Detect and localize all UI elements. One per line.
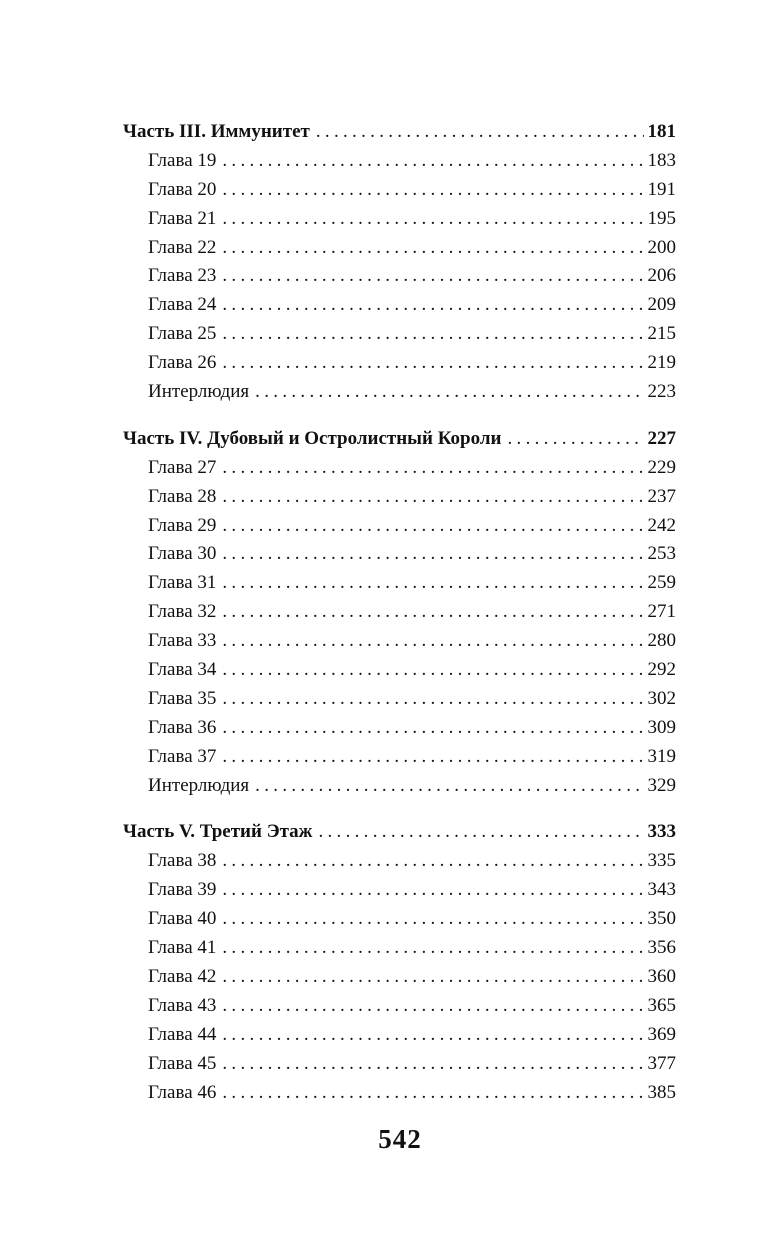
- entry-label: Глава 43: [148, 994, 217, 1016]
- entry-page-number: 219: [647, 352, 676, 374]
- entry-label: Глава 37: [148, 745, 217, 767]
- toc-entry: [123, 262, 676, 291]
- leader-dots: [222, 176, 643, 205]
- entry-page-number: 329: [647, 774, 676, 796]
- leader-dots: [222, 147, 643, 176]
- toc-entry: [123, 714, 676, 743]
- entry-page-number: 223: [647, 381, 676, 403]
- toc-part: [123, 425, 676, 801]
- entry-label: Глава 19: [148, 149, 217, 171]
- part-heading: [123, 425, 676, 454]
- toc-entry: [123, 454, 676, 483]
- toc-entry: [123, 378, 676, 407]
- leader-dots: [222, 934, 643, 963]
- leader-dots: [222, 598, 643, 627]
- leader-dots: [222, 627, 643, 656]
- toc-entry: [123, 176, 676, 205]
- entry-label: Глава 27: [148, 456, 217, 478]
- entry-label: Глава 35: [148, 687, 217, 709]
- leader-dots: [222, 234, 643, 263]
- leader-dots: [222, 905, 643, 934]
- entry-page-number: 365: [647, 994, 676, 1016]
- leader-dots: [507, 425, 643, 454]
- toc-entry: [123, 320, 676, 349]
- toc-entry: [123, 147, 676, 176]
- entry-page-number: 271: [647, 601, 676, 623]
- leader-dots: [222, 1050, 643, 1079]
- leader-dots: [222, 349, 643, 378]
- entry-label: Глава 20: [148, 178, 217, 200]
- entry-page-number: 292: [647, 659, 676, 681]
- leader-dots: [255, 378, 643, 407]
- entry-label: Глава 44: [148, 1023, 217, 1045]
- toc-entry: [123, 876, 676, 905]
- toc-entry: [123, 1021, 676, 1050]
- leader-dots: [222, 540, 643, 569]
- toc-part: [123, 118, 676, 407]
- toc-entry: [123, 349, 676, 378]
- entry-label: Глава 40: [148, 908, 217, 930]
- leader-dots: [255, 772, 643, 801]
- entry-label: Глава 38: [148, 850, 217, 872]
- leader-dots: [222, 992, 643, 1021]
- leader-dots: [222, 569, 643, 598]
- toc-entry: [123, 934, 676, 963]
- entry-label: Глава 41: [148, 937, 217, 959]
- leader-dots: [222, 1079, 643, 1108]
- toc-entry: [123, 1050, 676, 1079]
- table-of-contents: [123, 118, 676, 1125]
- entry-label: Глава 33: [148, 630, 217, 652]
- page-number: 542: [378, 1124, 422, 1154]
- entry-page-number: 242: [647, 514, 676, 536]
- part-page-number: 181: [647, 121, 676, 142]
- toc-entry: [123, 905, 676, 934]
- leader-dots: [222, 963, 643, 992]
- leader-dots: [222, 714, 643, 743]
- leader-dots: [318, 818, 643, 847]
- entry-label: Глава 45: [148, 1052, 217, 1074]
- entry-label: Интерлюдия: [148, 774, 250, 796]
- entry-label: Глава 39: [148, 879, 217, 901]
- leader-dots: [316, 118, 644, 147]
- leader-dots: [222, 320, 643, 349]
- entry-page-number: 253: [647, 543, 676, 565]
- leader-dots: [222, 454, 643, 483]
- toc-entry: [123, 512, 676, 541]
- entry-label: Глава 26: [148, 352, 217, 374]
- part-heading: [123, 818, 676, 847]
- part-title: Часть IV. Дубовый и Остролистный Короли: [123, 427, 502, 449]
- leader-dots: [222, 291, 643, 320]
- entry-page-number: 302: [647, 687, 676, 709]
- toc-entry: [123, 569, 676, 598]
- entry-label: Глава 36: [148, 716, 217, 738]
- entry-page-number: 259: [647, 572, 676, 594]
- toc-entry: [123, 598, 676, 627]
- entry-label: Глава 28: [148, 485, 217, 507]
- toc-entry: [123, 540, 676, 569]
- entry-page-number: 280: [647, 630, 676, 652]
- entry-label: Глава 34: [148, 659, 217, 681]
- leader-dots: [222, 205, 643, 234]
- leader-dots: [222, 656, 643, 685]
- toc-entry: [123, 291, 676, 320]
- leader-dots: [222, 1021, 643, 1050]
- toc-entry: [123, 992, 676, 1021]
- entry-page-number: 309: [647, 716, 676, 738]
- leader-dots: [222, 262, 643, 291]
- toc-entry: [123, 743, 676, 772]
- entry-page-number: 343: [647, 879, 676, 901]
- leader-dots: [222, 847, 643, 876]
- leader-dots: [222, 876, 643, 905]
- leader-dots: [222, 743, 643, 772]
- entry-label: Глава 25: [148, 323, 217, 345]
- entry-page-number: 360: [647, 965, 676, 987]
- entry-page-number: 369: [647, 1023, 676, 1045]
- part-page-number: 227: [647, 427, 676, 449]
- toc-entry: [123, 627, 676, 656]
- leader-dots: [222, 685, 643, 714]
- toc-entry: [123, 1079, 676, 1108]
- toc-entry: [123, 685, 676, 714]
- leader-dots: [222, 483, 643, 512]
- entry-page-number: 385: [647, 1081, 676, 1103]
- entry-label: Глава 31: [148, 572, 217, 594]
- entry-label: Глава 42: [148, 965, 217, 987]
- entry-label: Глава 21: [148, 207, 217, 229]
- entry-label: Интерлюдия: [148, 381, 250, 403]
- entry-label: Глава 22: [148, 236, 217, 258]
- entry-label: Глава 24: [148, 294, 217, 316]
- entry-page-number: 191: [647, 178, 676, 200]
- entry-page-number: 200: [647, 236, 676, 258]
- toc-entry: [123, 656, 676, 685]
- entry-page-number: 335: [647, 850, 676, 872]
- entry-page-number: 319: [647, 745, 676, 767]
- entry-page-number: 350: [647, 908, 676, 930]
- toc-entry: [123, 847, 676, 876]
- toc-entry: [123, 483, 676, 512]
- toc-entry: [123, 772, 676, 801]
- toc-entry: [123, 963, 676, 992]
- part-heading: [123, 118, 676, 147]
- entry-page-number: 195: [647, 207, 676, 229]
- entry-label: Глава 23: [148, 265, 217, 287]
- part-title: Часть III. Иммунитет: [123, 121, 310, 142]
- toc-entry: [123, 234, 676, 263]
- entry-page-number: 356: [647, 937, 676, 959]
- entry-page-number: 183: [647, 149, 676, 171]
- entry-page-number: 237: [647, 485, 676, 507]
- entry-label: Глава 46: [148, 1081, 217, 1103]
- entry-label: Глава 30: [148, 543, 217, 565]
- part-page-number: 333: [647, 821, 676, 843]
- entry-page-number: 209: [647, 294, 676, 316]
- entry-page-number: 206: [647, 265, 676, 287]
- entry-page-number: 377: [647, 1052, 676, 1074]
- toc-entry: [123, 205, 676, 234]
- part-title: Часть V. Третий Этаж: [123, 821, 313, 843]
- entry-page-number: 215: [647, 323, 676, 345]
- entry-label: Глава 32: [148, 601, 217, 623]
- entry-label: Глава 29: [148, 514, 217, 536]
- toc-part: [123, 818, 676, 1107]
- entry-page-number: 229: [647, 456, 676, 478]
- leader-dots: [222, 512, 643, 541]
